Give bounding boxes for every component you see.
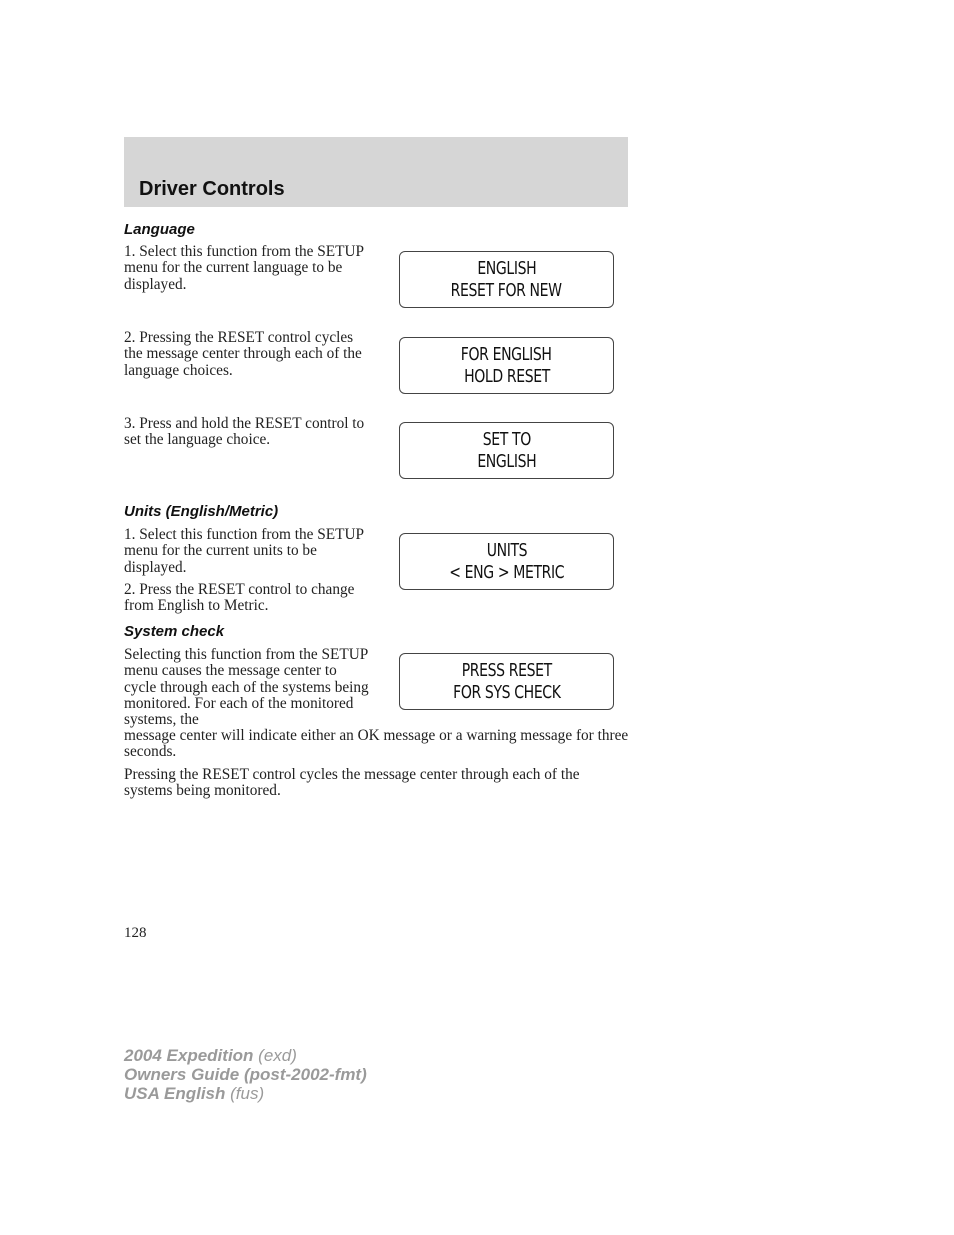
display-line-2: < ENG > METRIC	[449, 561, 564, 583]
footer-model: 2004 Expedition	[124, 1046, 254, 1065]
units-step-2: 2. Press the RESET control to change from English to Metric.	[124, 581, 355, 615]
page-number: 128	[124, 925, 147, 941]
display-line-2: RESET FOR NEW	[451, 279, 562, 301]
message-center-display-units	[399, 533, 614, 590]
display-line-2: HOLD RESET	[463, 365, 550, 387]
language-step-2: 2. Pressing the RESET control cycles the message center through each of the language choices.	[124, 329, 362, 379]
system-check-paragraph-1-start: Selecting this function from the SETUP menu causes the message center to cycle through each of the systems being monitored. For each of the monitored systems, the	[124, 646, 369, 729]
units-step-1: 1. Select this function from the SETUP menu for the current units to be displayed.	[124, 526, 364, 576]
message-center-display-english	[399, 251, 614, 308]
language-heading: Language	[124, 221, 195, 238]
language-step-3: 3. Press and hold the RESET control to set the language choice.	[124, 415, 365, 449]
footer-line-2	[124, 1065, 367, 1084]
system-check-paragraph-1-end: message center will indicate either an OK message or a warning message for three seconds.	[124, 727, 629, 761]
display-line-2: ENGLISH	[477, 450, 536, 472]
footer-line-3	[124, 1084, 367, 1103]
message-center-display-press-reset	[399, 653, 614, 710]
system-check-paragraph-2: Pressing the RESET control cycles the message center through each of the systems being monitored.	[124, 766, 580, 800]
display-line-1: UNITS	[486, 539, 527, 561]
document-footer	[124, 1046, 367, 1103]
display-line-1: FOR ENGLISH	[461, 343, 552, 365]
units-heading: Units (English/Metric)	[124, 503, 279, 520]
message-center-display-for-english	[399, 337, 614, 394]
footer-language-code: (fus)	[230, 1084, 265, 1103]
section-title: Driver Controls	[139, 178, 285, 200]
display-line-1: SET TO	[482, 428, 531, 450]
footer-language: USA English	[124, 1084, 226, 1103]
language-step-1: 1. Select this function from the SETUP menu for the current language to be displayed.	[124, 243, 364, 293]
display-line-1: ENGLISH	[477, 257, 536, 279]
footer-model-code: (exd)	[258, 1046, 297, 1065]
footer-guide: Owners Guide (post-2002-fmt)	[124, 1065, 367, 1084]
message-center-display-set-to	[399, 422, 614, 479]
footer-line-1	[124, 1046, 367, 1065]
display-line-1: PRESS RESET	[461, 659, 552, 681]
system-check-heading: System check	[124, 623, 225, 640]
section-header-band	[124, 137, 628, 207]
display-line-2: FOR SYS CHECK	[452, 681, 561, 703]
